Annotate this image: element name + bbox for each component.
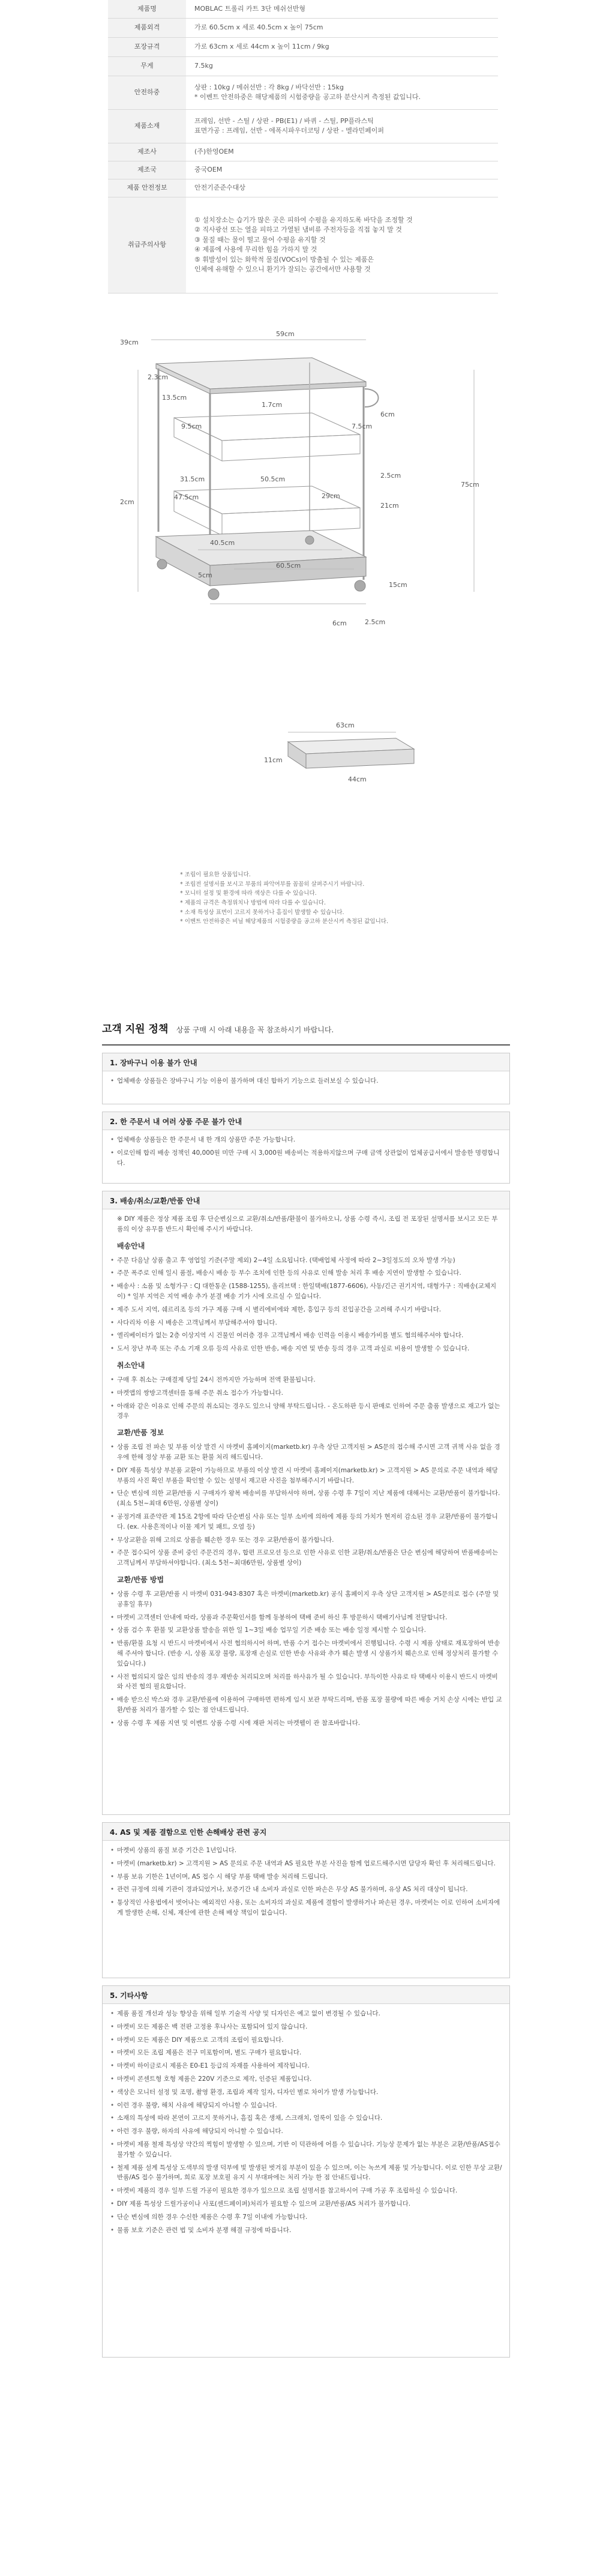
dim-label: 47.5cm <box>174 493 199 501</box>
spec-row <box>108 179 498 197</box>
cs-subtitle: 상품 구매 시 아래 내용을 꼭 참조하시기 바랍니다. <box>176 1026 334 1034</box>
spec-row <box>108 56 498 76</box>
spec-row <box>108 161 498 179</box>
policy-item: • 마켓비 제품 철재 특성상 약간의 찍힘이 발생할 수 있으며, 기반 이 덕관하에 어를 수 있습니다. 기능상 문제가 없는 부분은 교환/반품/AS접수 불가할 수 있습니다. <box>110 2140 502 2160</box>
box-dim-label: 63cm <box>336 721 355 729</box>
policy-item: • 주문 다음날 상품 출고 후 영업일 기준(주말 제외) 2~4일 소요됩니다. (택배업체 사정에 따라 2~3일정도의 오차 발생 가능) <box>110 1256 502 1266</box>
box-dim-label: 11cm <box>264 756 283 764</box>
dim-label: 6cm <box>380 411 395 418</box>
policy-item: • 상품 조립 전 파손 및 부품 이상 발견 시 마켓비 홈페이지(marketb.kr) 우측 상단 고객지원 > AS문의 접수해 주시면 고객 귀책 사유 없을 경우에 한해 정상 부품 교환 또는 환불 처리 해드립니다. <box>110 1442 502 1463</box>
product-dimension-drawing <box>114 330 498 850</box>
dim-label: 9.5cm <box>181 423 202 430</box>
dim-label: 39cm <box>120 339 139 346</box>
dim-label: 21cm <box>380 502 399 510</box>
spec-value: 중국OEM <box>186 161 498 179</box>
note-line: * 조립이 필요한 상품입니다. <box>180 871 251 878</box>
dim-label: 75cm <box>461 481 479 489</box>
policy-item: • 배송 받으신 박스와 경우 교환/반품에 이용하여 구매하면 편하게 임시 보관 부탁드리며, 반품 포장 불량에 따른 배송 거치 손상 시에는 반입 교환/반품 처리가 불가할 수 있는 점 안내드립니다. <box>110 1695 502 1715</box>
policy-item: • 상품 수령 후 교환/반품 시 마켓비 031-943-8307 혹은 마켓비(marketb.kr) 공식 홈페이지 우측 상단 고객지원 > AS문의로 접수 (주말 및 공휴일 휴무) <box>110 1589 502 1610</box>
spec-key: 제품 안전정보 <box>108 179 186 197</box>
policy-section-cart <box>102 1053 510 1104</box>
dim-label: 59cm <box>276 330 295 338</box>
policy-item: • 마켓앱의 쌍방고객센터를 통해 주문 취소 접수가 가능합니다. <box>110 1388 502 1398</box>
policy-item: • 구매 후 취소는 구매결제 당일 24시 전까지만 가능하며 전액 환불됩니다. <box>110 1375 502 1385</box>
spec-row <box>108 76 498 109</box>
policy-item: • 상품 검수 후 환불 및 교환상품 발송을 위한 일 1~3일 배송 업무일 기준 배송 또는 배송 일정 제시할 수 있습니다. <box>110 1625 502 1636</box>
dim-label: 6cm <box>332 619 347 627</box>
section-title: 5. 기타사항 <box>103 1986 509 2004</box>
policy-item: • 사전 협의되지 않은 임의 반송의 경우 재반송 처리되오며 처리를 하사유가 될 수 있습니다. 부득이한 사유로 타 택배사 이용시 반드시 마켓비와 사전 협의 필요합니다. <box>110 1672 502 1693</box>
box-dim-label: 44cm <box>348 775 367 783</box>
policy-item: • 업체배송 상품들은 한 주문서 내 한 개의 상품만 주문 가능합니다. <box>110 1135 502 1145</box>
policy-item: • 마켓비 콘센트형 호형 제품은 220V 기준으로 제작, 인증된 제품입니다. <box>110 2074 502 2084</box>
spec-row <box>108 109 498 143</box>
spec-key: 제조국 <box>108 161 186 179</box>
policy-item: • 아래와 같은 이유로 인해 주문의 취소되는 경우도 있으니 양해 부탁드립니다. - 온도하판 등시 판매로 인하여 주문 출품 발생으로 재고가 없는 경우 <box>110 1401 502 1422</box>
dim-label: 2cm <box>120 498 134 506</box>
policy-item: • 단순 변심에 의한 교환/반품 시 구매자가 왕복 배송비를 부담하셔야 하며, 상품 수령 후 7일이 지난 제품에 대해서는 교환/반품이 불가합니다. (최소 5천~최대 6만원, 상품별 상이) <box>110 1488 502 1509</box>
dim-label: 50.5cm <box>260 475 286 483</box>
policy-item: • 색상은 모니터 설정 및 조명, 촬영 환경, 조립과 제작 일자, 디자인 별로 차이가 발생 가능합니다. <box>110 2087 502 2098</box>
dim-label: 1.7cm <box>262 401 283 409</box>
policy-item: • 마켓비 모든 제품은 DIY 제품으로 고객의 조립이 필요합니다. <box>110 2035 502 2045</box>
policy-item: • 마켓비 (marketb.kr) > 고객지원 > AS 문의로 주문 내역과 AS 필요한 부분 사진을 함께 업로드해주시면 담당자 확인 후 처리해드립니다. <box>110 1859 502 1869</box>
spec-value: 가로 60.5cm x 세로 40.5cm x 높이 75cm <box>186 18 498 37</box>
policy-section-shipping <box>102 1191 510 1815</box>
policy-item: • 주문 접수되어 상품 준비 중인 주문건의 경우, 합편 프로모션 등으로 인한 사유로 인한 교환/취소/반품은 단순 변심에 해당하여 반품배송비는 고객님께서 부담하셔야합니다. (최소 5천~최대6만원, 상품별 상이) <box>110 1548 502 1568</box>
dim-label: 29cm <box>322 492 340 500</box>
policy-item: • 마켓비 하이글로시 제품은 E0-E1 등급의 자재를 사용하여 제작됩니다. <box>110 2061 502 2071</box>
policy-item: • 관련 규정에 의해 기관이 경과되었거나, 보증기간 내 소비자 과실로 인한 파손은 무상 AS 불가하며, 유상 AS 처리 대상이 됩니다. <box>110 1885 502 1895</box>
dim-label: 7.5cm <box>352 423 373 430</box>
policy-item: • DIY 제품 특성상 드릴가공이나 사포(센드페이퍼)처리가 필요할 수 있으며 교환/반품/AS 처리가 불가합니다. <box>110 2199 502 2209</box>
spec-row <box>108 0 498 18</box>
dim-label: 13.5cm <box>162 394 187 402</box>
customer-support-header <box>102 1020 510 1035</box>
dim-label: 60.5cm <box>276 562 301 570</box>
subsection-title: 배송안내 <box>117 1241 145 1250</box>
policy-item: • 마켓비 모든 조립 제품은 전구 미포함이며, 별도 구매가 필요합니다. <box>110 2048 502 2058</box>
policy-item: • 부품 보유 기한은 1년이며, AS 접수 시 해당 부품 택배 발송 처리해 드립니다. <box>110 1872 502 1882</box>
dim-label: 40.5cm <box>210 539 235 547</box>
cs-divider <box>102 1044 510 1046</box>
policy-item: • 반품/환불 요청 시 반드시 마켓비에서 사전 협의하시어 하며, 반품 수거 접수는 마켓비에서 진행됩니다. 수령 시 제품 상태로 재포장하여 반송해 주셔야 합니다. (반송 시, 상품 포장 불량, 포장재 손실로 인한 반송 사유와 추가 훼손 발생 시 상품가치 훼손으로 인해 정상처리 불가할 수 있습니다.) <box>110 1639 502 1669</box>
spec-value: 가로 63cm x 세로 44cm x 높이 11cm / 9kg <box>186 37 498 56</box>
spec-value: (주)한영OEM <box>186 143 498 161</box>
spec-key: 취급주의사항 <box>108 197 186 293</box>
policy-item: • 물품 보호 기준은 관련 법 및 소비자 분쟁 해결 규정에 따릅니다. <box>110 2225 502 2236</box>
policy-item: • 철제 제품 설계 특성상 도색부의 발생 덕부에 빛 발생된 벗겨짐 부분이 있을 수 있으며, 이는 녹쓰게 제품 및 가능합니다. 이로 인한 무상 교환/반품/AS 접수 불가하며, 희로 포장 보호필 유지 시 부대파에는 처리 가능 한 점 안내드립니다. <box>110 2163 502 2183</box>
policy-item: • 마켓비 고객센터 안내에 따라, 상품과 주문확인서를 함께 동봉하여 택배 준비 하신 후 방문하시 택배기사님께 전달합니다. <box>110 1613 502 1623</box>
note-line: * 소재 특성상 표면이 고르지 못하거나 흠집이 발생할 수 있습니다. <box>180 909 344 916</box>
spec-value: 7.5kg <box>186 56 498 76</box>
dim-label: 2.3cm <box>148 373 169 381</box>
policy-item: • 이로인해 합리 배송 정책인 40,000원 미만 구매 시 3,000원 배송비는 적용하지않으며 구매 금액 상관없이 업체공급서에서 발송한 명령합니다. <box>110 1148 502 1169</box>
section-title: 2. 한 주문서 내 여러 상품 주문 불가 안내 <box>103 1112 509 1130</box>
subsection-title: 교환/반품 정보 <box>117 1428 164 1437</box>
spec-value: MOBLAC 트롤리 카트 3단 메쉬선반형 <box>186 0 498 18</box>
spec-key: 제품명 <box>108 0 186 18</box>
spec-key: 안전하중 <box>108 76 186 109</box>
trolley-cart-illustration <box>114 334 498 850</box>
spec-key: 제조사 <box>108 143 186 161</box>
policy-item: • 아런 경우 불량, 하자의 사유에 해당되지 아니할 수 있습니다. <box>110 2126 502 2137</box>
assembly-notes <box>180 870 456 927</box>
policy-item: • DIY 제품 특성상 부분품 교환이 가능하므로 부품의 이상 발견 시 마켓비 홈페이지(marketb.kr) > 고객지원 > AS 문의로 주문 내역과 해당 부품의 사진 확인 부품을 확인할 수 있는 설명서 재고판 사진을 첨부해주시기 바랍니다. <box>110 1466 502 1486</box>
policy-item: • 마켓비 제품의 경우 일부 드릴 가공이 필요한 경우가 있으므로 조립 설명서를 참고하시어 구매 가공 후 조립하실 수 있습니다. <box>110 2186 502 2196</box>
policy-item: • 업체배송 상품들은 장바구니 기능 이용이 불가하며 대신 합하기 기능으로 들러보실 수 있습니다. <box>110 1076 502 1086</box>
policy-section-order <box>102 1112 510 1184</box>
spec-key: 제품소재 <box>108 109 186 143</box>
policy-item: • 도서 장난 부족 또는 주소 기재 오류 등의 사유로 인한 반송, 배송 지연 및 반송 등의 경우 고객 과실로 비용이 발생할 수 있습니다. <box>110 1344 502 1354</box>
spec-row <box>108 18 498 37</box>
policy-item: • 마켓비 모든 제품은 백 전판 고정용 후나사는 포함되어 있지 않습니다. <box>110 2022 502 2032</box>
policy-item: • 무상교환을 위해 고의로 상품을 훼손한 경우 또는 경우 교환/반품이 불가합니다. <box>110 1535 502 1545</box>
policy-item: • 배송사 : 소품 및 소형가구 : CJ 대한통운 (1588-1255), 올리브택 : 한일택배(1877-6606), 사동/긴근 권기지역, 대형가구 : 직배송(교체지이) * 일부 지역은 지역 배송 추가 분결 배송 기가 시에 오르실 수 있습니다. <box>110 1281 502 1302</box>
spec-key: 포장규격 <box>108 37 186 56</box>
policy-item: • 주문 폭주로 인해 일시 품절, 배송시 배송 등 부수 조치에 인한 등의 사유로 인해 발송 처리 후 배송 지연이 발생할 수 있습니다. <box>110 1268 502 1278</box>
spec-row <box>108 197 498 293</box>
policy-item: • 소재의 특성에 따라 본연이 고르지 못하거나, 흠집 혹은 생채, 스크래치, 얼룩이 있을 수 있습니다. <box>110 2113 502 2123</box>
spec-value: 상판 : 10kg / 메쉬선반 : 각 8kg / 바닥선반 : 15kg * 이벤트 안전하중은 해당제품의 시험중량을 공고하 분산시켜 측정된 값입니다. <box>186 76 498 109</box>
subsection-title: 교환/반품 방법 <box>117 1575 164 1584</box>
dim-label: 2.5cm <box>365 618 386 626</box>
policy-item: • 이런 경우 불량, 해치 사유에 해당되지 아니할 수 있습니다. <box>110 2101 502 2111</box>
dim-label: 5cm <box>198 571 212 579</box>
policy-item: • 마켓비 상품의 품질 보증 기간은 1년입니다. <box>110 1846 502 1856</box>
dim-label: 2.5cm <box>380 472 401 480</box>
policy-item: • 엘리베이터가 없는 2층 이상지역 시 건물인 여러층 경우 고객님께서 배송 인력을 이용시 배송가비를 별도 협의해주셔야 합니다. <box>110 1331 502 1341</box>
policy-section-as <box>102 1822 510 1978</box>
note-line: * 제품의 규격은 측정위치나 방법에 따라 다를 수 있습니다. <box>180 900 326 907</box>
dim-label: 15cm <box>389 581 407 589</box>
policy-section-etc <box>102 1985 510 2358</box>
policy-item: • 통상적인 사용법에서 벗어나는 예외적인 사용, 또는 소비자의 과실로 제품에 결함이 발생하거나 파손된 경우, 마켓비는 이로 인하여 소비자에게 발생한 손해, 신체, 재산에 관한 손해 배상 책임이 없습니다. <box>110 1898 502 1918</box>
subsection-title: 취소안내 <box>117 1361 145 1370</box>
spec-key: 무게 <box>108 56 186 76</box>
diy-notice: ※ DIY 제품은 정상 제품 조립 후 단순변심으로 교환/취소/반품/환불이 불가하오니, 상품 수령 즉시, 조립 전 포장된 설명서를 보시고 모든 부품의 이상 유무를 반드시 확인해 주시기 바랍니다. <box>117 1215 498 1233</box>
policy-item: • 사다리차 이용 시 배송은 고객님께서 부담해주셔야 합니다. <box>110 1318 502 1328</box>
section-title: 4. AS 및 제품 결함으로 인한 손해배상 관련 공지 <box>103 1823 509 1841</box>
spec-table <box>108 0 498 293</box>
policy-item: • 공정거래 표준약관 제 15조 2항에 따라 단순변심 사유 또는 일부 소비에 의하에 제품 등의 가치가 현저히 감소된 경우 교환/반품이 불가합니다. (ex. 사용흔적이나 이물 제거 및 패트, 오염 등) <box>110 1512 502 1532</box>
spec-value: 안전기준준수대상 <box>186 179 498 197</box>
section-title: 3. 배송/취소/교환/반품 안내 <box>103 1191 509 1209</box>
spec-value: ① 설치장소는 습기가 많은 곳은 피하여 수평을 유지하도록 바닥을 조정할 것 ② 직사광선 또는 열을 피하고 가열된 냄비류 주전자등을 직접 놓지 말 것 ③ 물질 때는 물이 떨고 물어 수평을 유지할 것 ④ 제품에 사용에 무리한 힘을 가하지 말 것 ⑤ 휘발성이 있는 화학적 물질(VOCs)이 방출될 수 있는 제품은 인체에 유해할 수 있으니 환기가 잘되는 공간에서만 사용할 것 <box>186 197 498 293</box>
policy-item: • 단순 변심에 의한 경우 수신한 제품은 수령 후 7일 이내에 가능합니다. <box>110 2212 502 2222</box>
spec-row <box>108 143 498 161</box>
policy-item: • 제주 도서 지역, 쉐르리조 등의 가구 제품 구매 시 별리에비에와 제한, 흥입구 등의 진입공간을 고려해 주시기 바랍니다. <box>110 1305 502 1315</box>
policy-item: • 상품 수령 후 제품 지연 및 이벤트 상품 수령 시에 재판 처리는 마켓웰이 관 참조바랍니다. <box>110 1718 502 1729</box>
spec-key: 제품외격 <box>108 18 186 37</box>
cs-title: 고객 지원 정책 <box>102 1023 169 1035</box>
spec-value: 프레임, 선반 - 스틸 / 상판 - PB(E1) / 바퀴 - 스틸, PP플라스틱 표면가공 : 프레임, 선반 - 에폭시파우더코팅 / 상판 - 멜라민페이퍼 <box>186 109 498 143</box>
note-line: * 모니터 설정 및 환경에 따라 색상은 다를 수 있습니다. <box>180 890 317 897</box>
spec-row <box>108 37 498 56</box>
note-line: * 이벤트 안전하중은 비닐 해당제품의 시험중량을 공고하 분산시켜 측정된 값입니다. <box>180 918 388 925</box>
note-line: * 조립전 설명서를 보시고 부품의 파악여부를 꼼꼼히 살펴주시기 바랍니다. <box>180 880 365 888</box>
dim-label: 31.5cm <box>180 475 205 483</box>
policy-item: • 제품 품질 개선과 성능 향상을 위해 일부 기술적 사양 및 디자인은 예고 없이 변경될 수 있습니다. <box>110 2009 502 2019</box>
section-title: 1. 장바구니 이용 불가 안내 <box>103 1053 509 1071</box>
